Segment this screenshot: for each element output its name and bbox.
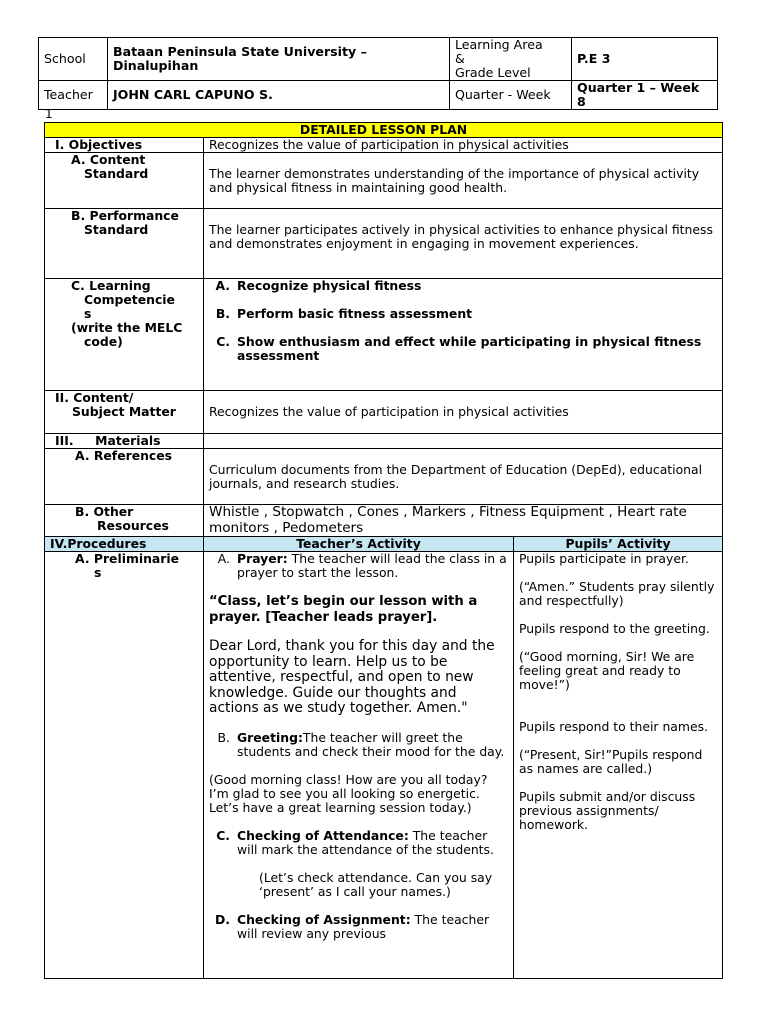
learning-area-label: Learning Area & Grade Level — [450, 38, 572, 81]
page-number: 1 — [45, 107, 53, 121]
teacher-label: Teacher — [39, 81, 108, 110]
school-value: Bataan Peninsula State University – Dinalupihan — [108, 38, 450, 81]
other-resources-label: B. Other Resources — [45, 505, 204, 537]
other-resources-value: Whistle , Stopwatch , Cones , Markers , Fitness Equipment , Heart rate monitors , Pedometers — [204, 505, 723, 537]
objectives-value: Recognizes the value of participation in physical activities — [204, 138, 723, 153]
quarter-value: Quarter 1 – Week 8 — [572, 81, 718, 110]
references-value: Curriculum documents from the Department of Education (DepEd), educational journals, and research studies. — [204, 449, 723, 505]
pupil-response: Pupils submit and/or discuss previous assignments/ homework. — [519, 789, 696, 832]
materials-label: III. Materials — [45, 434, 204, 449]
quarter-label: Quarter - Week — [450, 81, 572, 110]
content-standard-label: A. Content Standard — [45, 153, 204, 209]
competency-item: A. Recognize physical fitness — [215, 278, 422, 293]
content-standard-value: The learner demonstrates understanding of the importance of physical activity and physical fitness in maintaining good health. — [204, 153, 723, 209]
preliminaries-label: A. Preliminarie s — [45, 552, 204, 979]
pupil-response: (“Good morning, Sir! We are feeling great and ready to move!”) — [519, 649, 695, 692]
objectives-label: I. Objectives — [45, 138, 204, 153]
materials-value — [204, 434, 723, 449]
learning-competencies-list — [204, 279, 723, 391]
prayer-step: A. Prayer: The teacher will lead the class in a prayer to start the lesson. — [217, 551, 507, 580]
teacher-activity-cell — [204, 552, 514, 979]
prayer-quote: “Class, let’s begin our lesson with a prayer. [Teacher leads prayer]. — [209, 594, 478, 625]
learning-area-value: P.E 3 — [572, 38, 718, 81]
assignment-step: D. Checking of Assignment: The teacher will review any previous — [215, 911, 490, 941]
performance-standard-label: B. Performance Standard — [45, 209, 204, 279]
pupil-response: Pupils participate in prayer. — [519, 551, 689, 566]
teacher-activity-header: Teacher’s Activity — [204, 537, 514, 552]
pupil-response: (“Present, Sir!”Pupils respond as names are called.) — [519, 747, 703, 776]
prayer-body: Dear Lord, thank you for this day and the opportunity to learn. Help us to be attentive, respectful, and open to new knowledge. Guide our thoughts and actions as we study together. Amen." — [209, 638, 495, 717]
school-label: School — [39, 38, 108, 81]
competency-item: C. Show enthusiasm and effect while participating in physical fitness assessment — [216, 334, 702, 363]
content-label: II. Content/ Subject Matter — [45, 391, 204, 434]
procedures-label: IV.Procedures — [45, 537, 204, 552]
teacher-value: JOHN CARL CAPUNO S. — [108, 81, 450, 110]
competency-item: B. Perform basic fitness assessment — [215, 306, 473, 321]
pupil-response: Pupils respond to the greeting. — [519, 621, 710, 636]
header-info-table — [38, 37, 718, 110]
lesson-plan-table — [44, 122, 723, 979]
pupil-response: Pupils respond to their names. — [519, 719, 708, 734]
attendance-step: C. Checking of Attendance: The teacher will mark the attendance of the students. — [216, 827, 494, 857]
pupil-response: (“Amen.” Students pray silently and respectfully) — [519, 579, 715, 608]
greeting-step: B. Greeting:The teacher will greet the students and check their mood for the day. — [217, 729, 505, 759]
pupils-activity-header: Pupils’ Activity — [514, 537, 723, 552]
content-value: Recognizes the value of participation in physical activities — [204, 391, 723, 434]
greeting-quote: (Good morning class! How are you all today? I’m glad to see you all looking so energetic. Let’s have a great learning session today.) — [209, 771, 488, 815]
references-label: A. References — [45, 449, 204, 505]
performance-standard-value: The learner participates actively in physical activities to enhance physical fitness and demonstrates enjoyment in engaging in movement experiences. — [204, 209, 723, 279]
pupils-activity-cell — [514, 552, 723, 979]
learning-competencies-label: C. Learning Competencie s (write the MELC code) — [45, 279, 204, 391]
lesson-plan-title: DETAILED LESSON PLAN — [45, 123, 723, 138]
attendance-quote: (Let’s check attendance. Can you say ‘present’ as I call your names.) — [259, 869, 493, 899]
